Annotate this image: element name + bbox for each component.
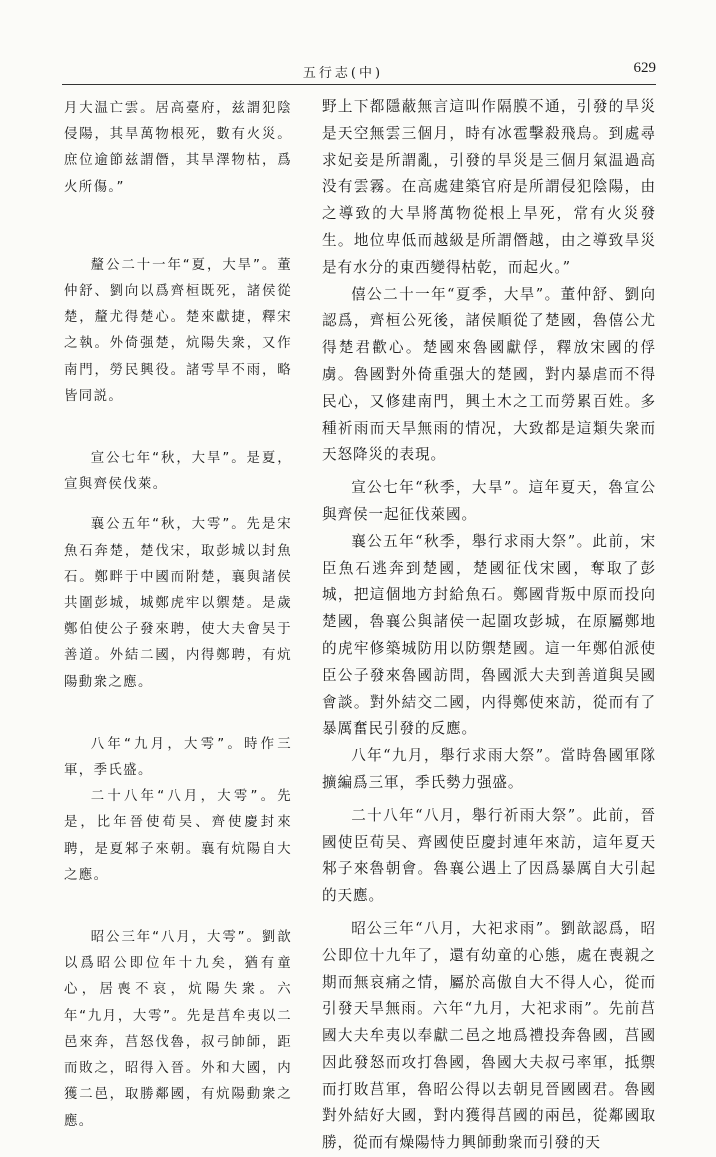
original-paragraph: 二十八年“八月，大雩”。先是，比年晉使荀吴、齊使慶封來聘，是夏邾子來朝。襄有炕陽自大之應。 bbox=[64, 789, 292, 883]
original-paragraph: 宣公七年“秋，大旱”。是夏，宣與齊侯伐萊。 bbox=[64, 451, 292, 493]
original-paragraph: 月大温亡雲。居高臺府，兹謂犯陰侵陽，其旱萬物根死，數有火災。庶位逾節兹謂僭，其旱澤物枯，爲火所傷。” bbox=[64, 101, 292, 195]
original-paragraph: 八年“九月，大雩”。時作三軍，季氏盛。 bbox=[64, 736, 292, 779]
original-text-column bbox=[64, 96, 292, 1129]
translation-paragraph: 僖公二十一年“夏季，大旱”。董仲舒、劉向認爲，齊桓公死後，諸侯順從了楚國，魯僖公尤得楚君歡心。楚國來魯國獻俘，釋放宋國的俘虜。魯國對外倚重强大的楚國，對内暴虐而不得民心，又修建南門，興土木之工而勞累百姓。多種祈雨而天旱無雨的情况，大致都是這類失衆而天怒降災的表現。 bbox=[322, 285, 656, 464]
original-paragraph: 昭公三年“八月，大雩”。劉歆以爲昭公即位年十九矣，猶有童心，居喪不哀，炕陽失衆。六年“九月，大雩”。先是莒牟夷以二邑來奔，莒怒伐魯，叔弓帥師，距而敗之，昭得入晉。外和大國，内獲二邑，取勝鄰國，有炕陽動衆之應。 bbox=[64, 930, 292, 1129]
translation-paragraph: 宣公七年“秋季，大旱”。這年夏天，魯宣公與齊侯一起征伐萊國。 bbox=[322, 479, 656, 523]
translation-paragraph: 八年“九月，舉行求雨大祭”。當時魯國軍隊擴編爲三軍，季氏勢力强盛。 bbox=[322, 747, 656, 791]
translation-paragraph: 昭公三年“八月，大祀求雨”。劉歆認爲，昭公即位十九年了，還有幼童的心態，處在喪親之期而無哀痛之情，屬於高傲自大不得人心，從而引發天旱無雨。六年“九月，大祀求雨”。先前莒國大夫牟夷以奉獻二邑之地爲禮投奔魯國，莒國因此發怒而攻打魯國，魯國大夫叔弓率軍，抵禦而打敗莒軍，魯昭公得以去朝見晉國國君。魯國對外結好大國，對内獲得莒國的兩邑，從鄰國取勝，從而有燥陽恃力興師動衆而引發的天 bbox=[322, 919, 656, 1152]
translation-paragraph: 襄公五年“秋季，舉行求雨大祭”。此前，宋臣魚石逃奔到楚國，楚國征伐宋國，奪取了彭城，把這個地方封給魚石。鄭國背叛中原而投向楚國，魯襄公與諸侯一起圍攻彭城，在原屬鄭地的虎牢修築城防用以防禦楚國。這一年鄭伯派使臣公子發來魯國訪問，魯國派大夫到善道與吴國會談。對外結交二國，内得鄭使來訪，從而有了暴厲奮民引發的反應。 bbox=[322, 532, 656, 738]
original-paragraph: 釐公二十一年“夏，大旱”。董仲舒、劉向以爲齊桓既死，諸侯從楚，釐尤得楚心。楚來獻捷，釋宋之執。外倚强楚，炕陽失衆，又作南門，勞民興役。諸雩旱不雨，略皆同説。 bbox=[64, 257, 292, 404]
translation-paragraph: 野上下都隱蔽無言這叫作隔膜不通，引發的旱災是天空無雲三個月，時有冰雹擊殺飛鳥。到處尋求妃妾是所謂亂，引發的旱災是三個月氣温過高没有雲霧。在高處建築官府是所謂侵犯陰陽，由之導致的大旱將萬物從根上旱死，常有火災發生。地位卑低而越級是所謂僭越，由之導致旱災是有水分的東西變得枯乾，而起火。” bbox=[322, 98, 656, 276]
page-number: 629 bbox=[633, 60, 656, 76]
original-paragraph: 襄公五年“秋，大雩”。先是宋魚石奔楚，楚伐宋，取彭城以封魚石。鄭畔于中國而附楚，襄與諸侯共圍彭城，城鄭虎牢以禦楚。是歲鄭伯使公子發來聘，使大夫會吴于善道。外結二國，内得鄭聘，有炕陽動衆之應。 bbox=[64, 517, 292, 690]
running-title: 五行志(中) bbox=[302, 66, 384, 81]
header-rule bbox=[62, 84, 656, 85]
translation-column bbox=[322, 94, 656, 1152]
translation-paragraph: 二十八年“八月，舉行祈雨大祭”。此前，晉國使臣荀吴、齊國使臣慶封連年來訪，這年夏天邾子來魯朝會。魯襄公遇上了因爲暴厲自大引起的天應。 bbox=[322, 806, 656, 905]
page-header bbox=[30, 58, 656, 84]
